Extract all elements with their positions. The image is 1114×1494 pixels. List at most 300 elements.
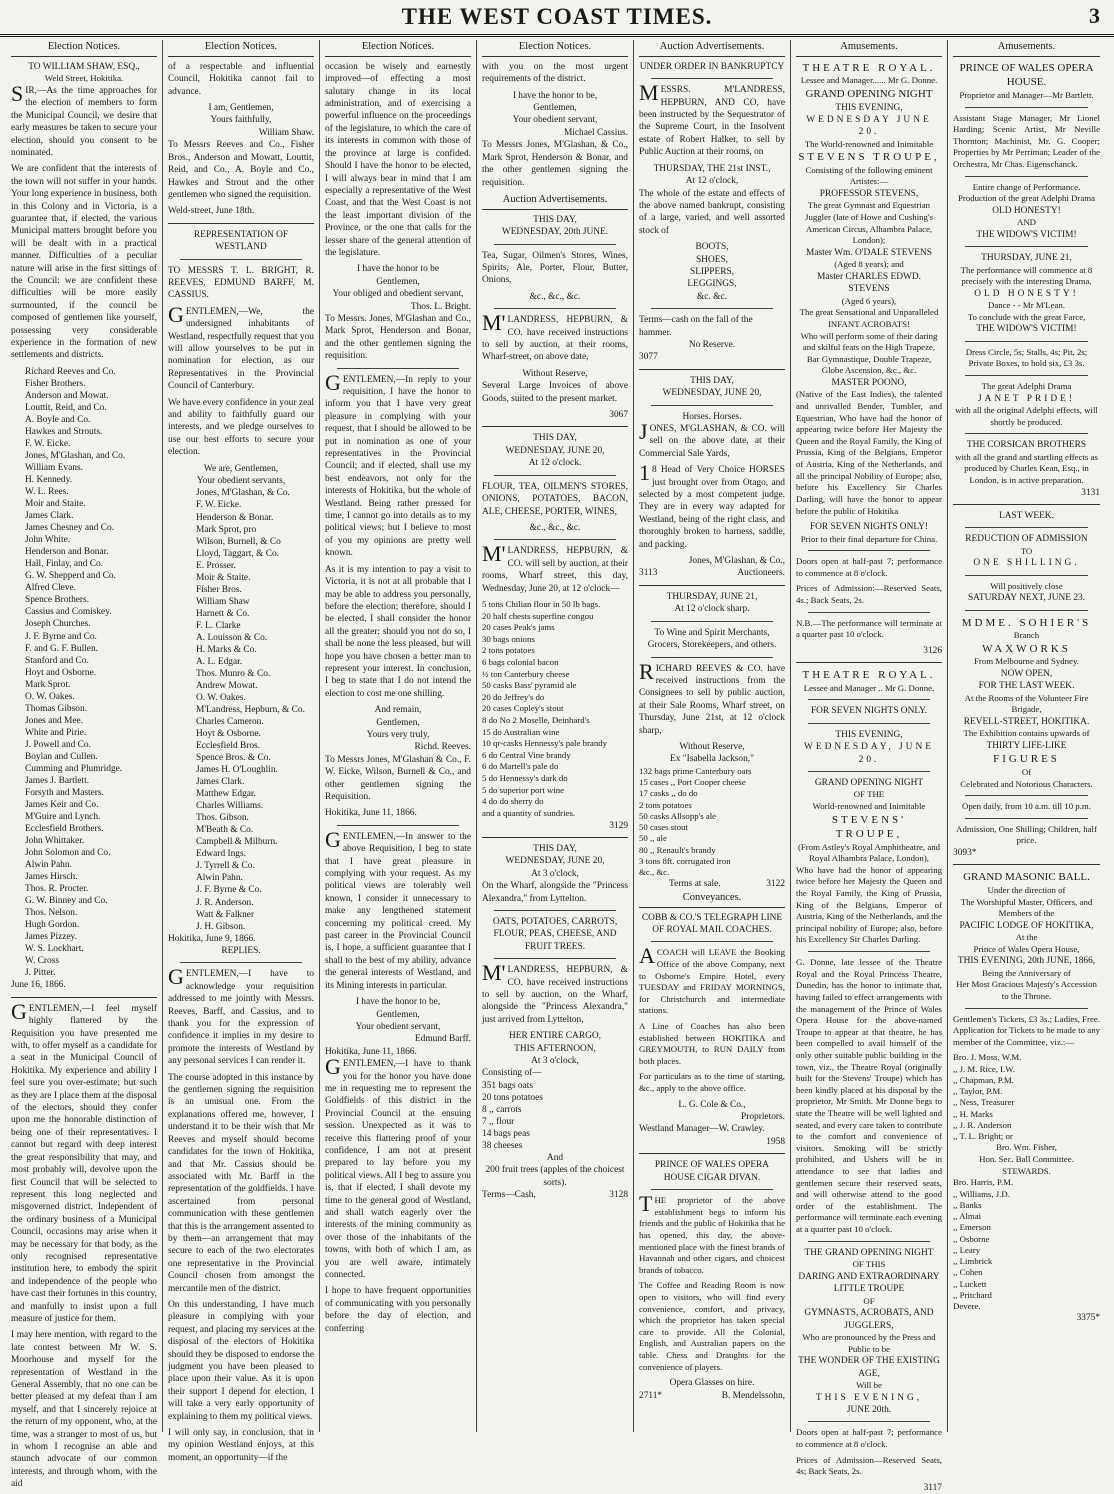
auction-terms: Terms at sale. (669, 879, 721, 890)
divider (651, 621, 773, 622)
reply-text: GENTLEMEN,—In answer to the above Requisition, I beg to state that I have great pleasure in complying with your request. As my political views are tolerably well known, I consider it unnecessary to make any lengthened statement concerning my political creed. My past career in the Provincial Council is, I hope, a sufficient guarantee that I shall to the best of my ability, advance the general interests of Westland, and its Mining interests in particular. (325, 826, 471, 991)
column-heading: Amusements. (953, 40, 1100, 57)
signature: William Shaw. (258, 127, 314, 138)
list-item: Spence Brothers. (25, 595, 90, 606)
list-item: 2 tons potatoes (639, 799, 692, 810)
of-this: OF THIS (852, 1259, 886, 1270)
divider (965, 246, 1088, 247)
list-item: Ecclesfield Brothers. (25, 824, 104, 834)
list-item: Hall, Finlay, and Co. (25, 559, 104, 570)
closing: Gentlemen, (533, 103, 577, 114)
list-item: 6 bags colonial bacon (482, 656, 559, 667)
column-5 (634, 40, 791, 1432)
list-item: 6 do Martell's pale do (482, 761, 559, 772)
cigar-text-2: The Coffee and Reading Room is now open to visitors, who will find every convenience, comfort, and privacy, which the proprietor has taken special care to provide. All the Colonial, English, and Australian papers on the table. Chess and Draughts for the convenience of players. (639, 1280, 785, 1372)
list-item: A. Boyle and Co. (25, 414, 91, 425)
list-item: ½ ton Canterbury cheese (482, 668, 570, 679)
list-item: John Whittaker. (25, 836, 85, 847)
divider (639, 1153, 785, 1154)
play-title: OLD HONESTY! (992, 205, 1061, 216)
acrobats-desc: Who will perform some of their daring and skilful feats on the High Trapeze, Bar Gymnastique, Double Trapeze, Globe Ascension, &c., &c. (800, 330, 938, 376)
list-item: M'Guire and Lynch. (25, 811, 101, 822)
list-item: 4 do do sherry do (482, 796, 544, 807)
list-item: Mark Sprot, pro (196, 524, 257, 535)
list-item: BOOTS, (695, 242, 729, 253)
list-item: A. Louisson & Co. (196, 632, 268, 643)
list-item: Spence Bros. & Co. (196, 753, 271, 764)
auction-time: At 3 o'clock, (531, 868, 579, 879)
divider (965, 107, 1088, 108)
list-item: &c., &c. (639, 867, 670, 878)
auction-text: M'LANDRESS, HEPBURN, & CO. will sell by auction, at their rooms, Wharf street, this day, Wednesday, June 20, at 12 o'clock— (482, 541, 628, 594)
waxworks-owner: MDME. SOHIER'S (961, 616, 1092, 629)
divider (337, 825, 459, 826)
ad-number: 1958 (766, 1136, 785, 1147)
list-item: SLIPPERS, (689, 266, 735, 277)
list-item: 80 ,, Renault's brandy (639, 844, 716, 855)
auction-time: At 12 o'clock. (528, 458, 582, 469)
list-item: 30 bags onions (482, 633, 535, 644)
auction-terms-line (639, 878, 785, 890)
signature: Jones, M'Glashan, & Co., (688, 556, 785, 567)
auction-time: At 12 o'clock sharp. (674, 604, 750, 615)
signature-line (639, 567, 785, 579)
list-item: ,, Chapman, P.M. (953, 1074, 1014, 1085)
auction-afternoon: THIS AFTERNOON, (514, 1043, 596, 1054)
list-item: Charles Williams. (196, 801, 264, 812)
list-item: Fisher Bros. (196, 584, 242, 595)
artiste-name: Master CHARLES EDWD. STEVENS (817, 271, 921, 295)
list-item: J. Pitter. (25, 968, 56, 979)
street: REVELL-STREET, HOKITIKA. (963, 717, 1090, 728)
auction-text: M'LANDRESS, HEPBURN, & CO. have received instructions to sell by auction, on the Wharf, alongside the "Princess Alexandra," just arrived from Lyttelton, (482, 960, 628, 1025)
thirty-figures: THIRTY LIFE-LIKE (986, 741, 1067, 752)
signature-line (639, 1390, 785, 1402)
signatory-list (168, 487, 314, 932)
upcoming-intro: The great Adelphi Drama (981, 381, 1072, 392)
list-item: 38 cheeses (482, 1140, 523, 1151)
auction-items: Tea, Sugar, Oilmen's Stores, Wines, Spirits, Ale, Porter, Flour, Butter, Onions, (482, 250, 628, 286)
admission: Admission, One Shilling; Children, half price. (956, 823, 1097, 846)
secretary: Bro. Wm. Fisher, (996, 1142, 1057, 1153)
list-item: ,, Osborne (953, 1233, 990, 1244)
conclude: To conclude with the great Farce, (967, 311, 1086, 322)
ad-number: 3117 (923, 1482, 942, 1493)
list-item: 14 bags peas (482, 1128, 530, 1139)
list-item: ,, Williams, J.D. (953, 1188, 1010, 1199)
auction-audience: To Wine and Spirit Merchants, Grocers, Storekeepers, and others. (647, 627, 777, 651)
dateline: Hokitika, June 11, 1866. (325, 1046, 417, 1057)
bankruptcy-heading: UNDER ORDER IN BANKRUPTCY (639, 61, 785, 72)
list-item: 5 do Hennessy's dark do (482, 773, 568, 784)
ball-date: THIS EVENING, 20th JUNE, 1866, (957, 956, 1096, 967)
list-item: F. W. Eicke. (25, 439, 71, 449)
application: Application for Tickets to be made to any member of the Committee, viz.:— (953, 1025, 1100, 1047)
list-item: ,, Limbrick (953, 1256, 993, 1267)
staff-credits: Assistant Stage Manager, Mr Lionel Harding; Scenic Artist, Mr Neville Thornton; Machinist, Mr. G. Cooper; Properties by Mr Perriman; Leader of the Orchestra, Mr Chas. Eigenschanck. (953, 112, 1100, 169)
column-2 (163, 40, 320, 1463)
list-item: Thos. Nelson. (25, 908, 78, 919)
artiste-name: MASTER POONO, (831, 378, 907, 388)
addressees: To Messrs Reeves and Co., Fisher Bros., Anderson and Mowatt, Louttit, Reid, and Co., A. Boyle and Co., Hawkes and Strout and the other gentlemen who signed the requisition. (168, 140, 314, 200)
reply-text-2: I may here mention, with regard to the late contest between Mr W. S. Moorhouse and myself for the representation of Westland in the General Assembly, that no one can be better pleased at my defeat than I am myself, and that I sincerely rejoice at the return of my opponent, who, at the time, was a stranger to most of us, but in whom I recognise an able and staunch advocate of our common interests, and through whom, with the aid (11, 1330, 157, 1490)
divider (639, 585, 785, 586)
auction-etc: &c., &c., &c. (529, 522, 581, 533)
ball-members: Members of the (998, 908, 1055, 919)
donne-notice: G. Donne, late lessee of the Theatre Royal and the Royal Princess Theatre, Dunedin, has the honor to intimate that, having failed to effect arrangements with the management of the Prince of Wales Opera House for the above-named Troupe to appear at that theatre, he has been compelled to avail himself of the only other suitable public building in the town, viz., the Theatre Royal (originally built for the Stevens' Troupe) which has been kindly placed at his disposal by the proprietor, Mr Smith. Mr Donne begs to state the Theatre will be well lighted and seated, and every care taken to contribute to the comfort and convenience of visitors. Smoking will be strictly prohibited, and Ushers will be in attendance to see that ladies and gentlemen secure their reserved seats, and will otherwise attend to the good order of the establishment. The performance will terminate each evening at a quarter past 10 o'clock. (796, 957, 942, 1235)
auction-trees: 200 fruit trees (apples of the choicest sorts). (485, 1165, 625, 1188)
list-item: G. W. Shepperd and Co. (25, 571, 116, 582)
horses-text: 18 Head of Very Choice HORSES just brought over from Otago, and selected by a most competent judge. They are in every way adapted for Westland, being of the right class, and thoroughly broken to harness, saddle, and packing. (639, 460, 785, 550)
ad-number: 3126 (923, 645, 942, 656)
of: OF (863, 1295, 875, 1306)
waxworks-title: WAXWORKS (982, 642, 1071, 655)
list-item: 8 do No 2 Moselle, Deinhard's (482, 715, 590, 726)
auction-day: THIS DAY, (533, 214, 577, 225)
divider (651, 941, 773, 942)
reply-text: GENTLEMEN,—In reply to your requisition, I have the honor to inform you that I have very great pleasure in complying with your request, that I should be allowed to be put in nomination as one of your representatives in the Provincial Council; and if elected, shall use my best endeavors, not only for the interests of Hokitika, but the whole of Westland. Being rather pressed for time, I cannot go into details as to my political views; but I believe to most of you my opinions are pretty well known. (325, 369, 471, 559)
list-item: James Keir and Co. (25, 799, 99, 810)
list-item: 5 tons Chilian flour in 50 lb bags. (482, 598, 601, 609)
manager: Westland Manager—W. Crawley. (639, 1124, 765, 1135)
divider (808, 951, 930, 952)
ad-number: 2711* (639, 1390, 663, 1401)
column-6 (791, 40, 948, 1493)
closing: Yours very truly, (366, 729, 430, 740)
list-item: Alwin Pahn. (196, 873, 243, 884)
performance-note: The performance will commence at 8 precisely with the interesting Drama, (960, 264, 1093, 287)
list-item: 20 cases Copley's stout (482, 703, 564, 714)
list-item: Devere. (953, 1301, 981, 1312)
artiste-desc: The great Gymnast and Equestrian Juggler (late of Howe and Cushing's American Circus, Alhambra Palace, London); (805, 200, 933, 246)
list-item: ,, H. Marks (953, 1108, 993, 1119)
opera-glasses: Opera Glasses on hire. (669, 1378, 755, 1389)
reply-text: As it is my intention to pay a visit to Victoria, it is not at all probable that I may be able to address you personally, before the election; therefore, should I be elected, I shall consider the honor all the greater; should you not do so, I shall be none the less pleased, but will hope you have chosen a better man to represent your interest. In conclusion, I beg to state that I do not intend the election to cost me one shilling. (325, 564, 471, 699)
list-item: Boylan and Cullen. (25, 751, 98, 762)
venue: Prince of Wales Opera House, (973, 943, 1080, 954)
upcoming-note: with all the grand and startling effects as produced by Charles Kean, Esq., in London, is in active preparation. (955, 451, 1098, 485)
ball-master: The Worshipful Master, Officers, and (960, 896, 1093, 907)
list-item: Edward Ings. (196, 849, 246, 860)
coach-text-3: For particulars as to the time of starting, &c., apply to the above office. (639, 1071, 785, 1094)
list-item: SHOES, (695, 254, 729, 265)
list-item: Forsyth and Masters. (25, 787, 104, 798)
tagline: The World-renowned and Inimitable (804, 138, 934, 149)
ad-number: 3093* (953, 848, 977, 859)
season-length: FOR SEVEN NIGHTS ONLY! (809, 522, 929, 533)
play-title: THE WIDOW'S VICTIM! (976, 324, 1077, 335)
stock-list (639, 241, 785, 303)
proprietor: Proprietor and Manager—Mr Bartlett. (959, 89, 1094, 100)
troupe-honor: Who have had the honor of appearing twice before her Majesty the Queen and the Royal Family, the King of Prussia, King of the Belgians, Emperor of Austria, King of the Netherlands, and the principal nobility of Europe; also, before his Excellency Sir Charles Darling. (796, 864, 942, 945)
auction-day: THIS DAY, (690, 375, 734, 386)
divider (808, 550, 930, 551)
divider (651, 78, 773, 79)
list-item: Henderson and Bonar. (25, 547, 109, 558)
divider (11, 997, 157, 998)
divider (494, 244, 616, 245)
prices: Prices of Admission:—Reserved Seats, 4s.; Back Seats, 2s. (796, 583, 942, 605)
theatre-manager: Lessee and Manager...... Mr G. Donne. (800, 75, 938, 86)
closing: I have the honor to be (356, 264, 439, 275)
artiste-age: (Aged 6 years), (841, 295, 897, 306)
divider (639, 369, 785, 370)
divider (953, 504, 1100, 505)
last-week: LAST WEEK. (999, 510, 1054, 521)
list-item: William Shaw (196, 596, 250, 607)
list-item: LEGGINGS, (687, 279, 737, 290)
change-notice: Entire change of Performance. (972, 181, 1081, 192)
column-heading: Amusements. (796, 40, 942, 57)
list-item: James Clark. (196, 777, 245, 788)
closing: Your obedient servants, (196, 476, 286, 487)
divider (965, 527, 1088, 528)
divider (808, 723, 930, 724)
column-heading: Election Notices. (325, 40, 471, 57)
list-item: Charles Cameron. (196, 717, 264, 728)
close-date: SATURDAY NEXT, JUNE 23. (967, 593, 1086, 604)
this-evening: THIS EVENING, (835, 729, 903, 740)
list-item: Matthew Edgar. (196, 789, 256, 800)
play-title: JANET PRIDE! (977, 393, 1076, 404)
auction-text: M'LANDRESS, HEPBURN, & CO. have received instructions to sell by auction, at their rooms, Wharf-street, on above date, (482, 310, 628, 363)
divider (965, 375, 1088, 376)
list-item: J. F. Byrne and Co. (25, 631, 97, 642)
list-item: Jones and Mee. (25, 715, 84, 726)
auction-invoice: Several Large Invoices of above Goods, suited to the present market. (482, 381, 628, 404)
theatre-name: PRINCE OF WALES OPERA HOUSE. (959, 61, 1094, 89)
divider (651, 1189, 773, 1190)
divider (965, 433, 1088, 434)
list-item: John White. (25, 535, 71, 546)
divider (808, 699, 930, 700)
divider (651, 308, 773, 309)
list-item: 7 ,, flour (482, 1116, 515, 1127)
list-item: Lloyd, Taggart, & Co. (196, 548, 280, 559)
list-item: 20 tons potatoes (482, 1092, 543, 1103)
auction-terms (482, 1189, 628, 1201)
lot-list (639, 766, 785, 879)
list-item: G. W. Binney and Co. (25, 896, 108, 907)
tickets: Gentlemen's Tickets, £3 3s.; Ladies, Free. (953, 1013, 1100, 1024)
list-item: Henderson & Bonar. (196, 512, 274, 523)
auction-text: JONES, M'GLASHAN, & CO. will sell on the above date, at their Commercial Sale Yards, (639, 419, 785, 459)
list-item: 20 half chests superfine congou (482, 610, 594, 621)
divider (482, 426, 628, 427)
divider (965, 1008, 1088, 1009)
auction-date: WEDNESDAY, JUNE 20, (505, 445, 605, 456)
opening-night: GRAND OPENING NIGHT (814, 777, 924, 788)
ad-number: 3122 (766, 879, 785, 890)
auction-items: The whole of the estate and effects of the above named bankrupt, consisting of a large, varied, and well assorted stock of (639, 188, 785, 236)
list-item: Joseph Churches. (25, 619, 91, 630)
auctioneers: Auctioneers. (737, 568, 785, 579)
list-item: Thos. Munro & Co. (196, 668, 271, 679)
columns (6, 40, 1108, 1493)
signature: Richd. Reeves. (414, 742, 471, 753)
closing: Gentlemen, (376, 276, 420, 287)
list-item: Campbell & Milburn. (196, 837, 278, 848)
divider (337, 368, 459, 369)
requisition-text-2: We have every confidence in your zeal and ability to faithfully guard our interests, and we pledge ourselves to use our best efforts to secure your election. (168, 397, 314, 458)
list-item: 351 bags oats (482, 1080, 534, 1091)
list-item: 50 cases stout (639, 822, 688, 833)
list-item: Thos. Gibson. (196, 813, 249, 824)
list-item: James Chesney and Co. (25, 523, 115, 534)
list-item: James H. O'Loughlin. (196, 765, 278, 776)
column-heading: Election Notices. (168, 40, 314, 57)
list-item: J. R. Anderson. (196, 897, 254, 908)
divider (808, 612, 930, 613)
dateline: Hokitika, June 11, 1866. (325, 808, 417, 819)
list-item: John Solomon and Co. (25, 848, 111, 859)
list-item: ,, J. R. Anderson (953, 1119, 1012, 1130)
list-item: ,, Taylor, P.M. (953, 1086, 1003, 1097)
reply-text: I hope to have frequent opportunities of communicating with you personally before the day of election, and conferring (325, 1286, 471, 1334)
departure-note: Prior to their final departure for China. (800, 533, 938, 544)
pronounced: Who are pronounced by the Press and Public to be (802, 1331, 936, 1354)
addressees: To Messrs Jones, M'Glashan, & Co., Mark Sprot, Henderson & Bonar, and the other gentlemen signing the requisition. (482, 140, 628, 188)
reply-continuation: occasion be wisely and earnestly improved—of effecting a most salutary change in its local administration, and of exercising a powerful influence on the proceedings of the legislature, to which the care of its interests in common with those of the province at large is confided. Should I have the honor to be elected, I will always bear in mind that I am especially a representative of the West Coast, and that the West Coast is not the least important division of the Province, or the one that calls for the lesser share of the general attention of the legislature. (325, 61, 471, 258)
dateline: Weld-street, June 18th. (168, 206, 255, 217)
requisition-date: June 16, 1866. (11, 980, 66, 991)
list-item: Thos. R. Procter. (25, 884, 89, 895)
prices: Prices of Admission—Reserved Seats, 4s; Back Seats, 2s. (796, 1454, 942, 1477)
closing: We are, Gentlemen, (203, 463, 279, 474)
addressees: To Messrs Jones, M'Glashan & Co., F. W. Eicke, Wilson, Burnell & Co., and other gentlemen signing the Requisition. (325, 754, 471, 803)
list-item: 132 bags prime Canterbury oats (639, 765, 752, 776)
list-item: Mark Sprot. (25, 679, 71, 690)
auction-items: OATS, POTATOES, CARROTS, FLOUR, PEAS, CHEESE, AND FRUIT TREES. (492, 916, 618, 952)
list-item: William Evans. (25, 463, 83, 474)
divider (953, 864, 1100, 865)
committee-list (953, 1052, 1100, 1142)
ad-number: 3077 (639, 352, 658, 363)
list-item: Andrew Mowat. (196, 680, 258, 691)
proprietors: Proprietors. (740, 1112, 785, 1123)
artiste-name: PROFESSOR STEVENS, (819, 189, 919, 200)
closing: And remain, (374, 705, 422, 716)
now-open: NOW OPEN, (1000, 669, 1053, 680)
divider (965, 575, 1088, 576)
divider (494, 910, 616, 911)
divider (808, 1241, 930, 1242)
artiste-age: (Aged 8 years); and (834, 259, 904, 270)
reply-text: GENTLEMEN,—I feel myself highly flattered by the Requisition you have presented me with, to offer myself as a candidate for a seat in the Municipal Council of Hokitika. My experience and ability I feel sure you over-estimate; but such as they are I place them at the disposal of the electors, should they confer upon me the honorable distinction of being one of their representatives. I cannot but regard with deep interest the great responsibility that may, and most probably will, devolve upon the first Council that will be selected to represent this long neglected and misgoverned district. Independent of the ordinary business of a Municipal Council, occasions may arise when it may be necessary for that body, as the only recognised representative institution here, to embody the spirit and independence of the people who have cast their fortunes in this country, and manfully to insist upon a full measure of justice for them. (11, 998, 157, 1324)
list-item: 5 do superior port wine (482, 784, 565, 795)
list-item: James Pizzey. (25, 932, 77, 943)
divider (180, 962, 302, 963)
auction-day: THIS DAY, (533, 843, 577, 854)
reply-text: On this understanding, I have much pleasure in complying with your request, and placing my services at the disposal of the electors of Hokitika should they be disposed to endorse the judgment you have been pleased to place upon their value. As it is upon their support I depend for election, I will take a very early opportunity of explaining to them my political views. (168, 1299, 314, 1422)
list-item: O. W. Oakes. (25, 691, 75, 702)
auction-date: WEDNESDAY, 20th JUNE. (501, 227, 609, 238)
list-item: 50 ,, ale (639, 833, 667, 844)
list-item: 15 cases ,, Port Cooper cheese (639, 777, 746, 788)
address-street: Weld Street, Hokitika. (44, 73, 124, 84)
ad-number: 3113 (639, 568, 658, 579)
divider (651, 405, 773, 406)
auction-reserve: No Reserve. (688, 339, 736, 350)
one-shilling: ONE SHILLING. (973, 558, 1080, 569)
will-be: Will be (856, 1379, 882, 1390)
opening-hours: Open daily, from 10 a.m. till 10 p.m. (962, 801, 1091, 812)
list-item: Moir & Staite. (196, 572, 251, 583)
list-item: Stanford and Co. (25, 655, 89, 666)
requisition-text: SIR,—As the time approaches for the election of members to form the Municipal Council, we desire that early measures be taken to secure your election, should you consent to be nominated. (11, 80, 157, 158)
list-item: ,, Emerson (953, 1222, 991, 1233)
list-item: Ecclesfield Bros. (196, 741, 261, 752)
column-7 (948, 40, 1105, 1432)
branch: Branch (1013, 630, 1040, 641)
artiste-name: Master Wm. O'DALE STEVENS (806, 247, 932, 258)
list-item: 2 tons potatoes (482, 645, 535, 656)
list-item: 10 qr-casks Hennessy's pale brandy (482, 738, 608, 749)
doors-open: Doors open at half-past 7; performance to commence at 8 o'clock. (796, 1427, 942, 1450)
reply-text: The course adopted in this instance by the gentlemen signing the requisition is an unusual one. From the explanations offered me, however, I understand it to be their wish that Mr Reeves and myself should become candidates for the town of Hokitika, and that Mr. Cassius should be associated with Mr. Barff in the representation of the goldfields. I have ascertained from personal communication with these gentlemen that this is the arrangement assented to by them—an arrangement that may secure to each of the two electorates one representative in the Provincial Council chosen from amongst the mercantile men of the district. (168, 1072, 314, 1294)
list-item: F. L. Clarke (196, 620, 241, 631)
list-item: Moir and Staite. (25, 499, 86, 510)
page-number: 3 (1089, 3, 1100, 28)
troupe-name: STEVENS TROUPE, (798, 151, 940, 164)
list-item: 8 ,, carrots (482, 1104, 522, 1115)
closing: I am, Gentlemen, (208, 103, 274, 114)
list-item: M'Beath & Co. (196, 825, 254, 836)
list-item: J. F. Byrne & Co. (196, 885, 262, 896)
divider (168, 223, 314, 224)
newspaper-title: THE WEST COAST TIMES. (401, 4, 713, 29)
figures: FIGURES (993, 753, 1060, 766)
list-item: 3 tons 8ft. corrugated iron (639, 855, 731, 866)
list-item: ,, J. M. Rice, I.W. (953, 1063, 1015, 1074)
acrobats-heading: The great Sensational and Unparalleled INFANT ACROBATS! (799, 307, 939, 329)
auction-date: WEDNESDAY, JUNE 20, (505, 856, 605, 867)
note: N.B.—The performance will terminate at a quarter past 10 o'clock. (796, 617, 942, 640)
signature: B. Mendelssohn, (721, 1390, 785, 1401)
addressees: TO MESSRS T. L. BRIGHT, R. REEVES, EDMUND BARFF, M. CASSIUS. (168, 265, 314, 301)
list-item: Hoyt & Osborne. (196, 729, 261, 740)
divider (651, 657, 773, 658)
auction-date: THURSDAY, THE 21st INST., (653, 163, 771, 174)
closing: Gentlemen, (376, 1009, 420, 1020)
performance-date: THURSDAY, JUNE 21, (981, 253, 1072, 264)
requisition-text: GENTLEMEN,—We, the undersigned inhabitants of Westland, respectfully request that you will allow yourselves to be put in nomination for election, as our Representatives in the Provincial Council of Canterbury. (168, 301, 314, 392)
divider (180, 259, 302, 260)
divider (482, 837, 628, 838)
list-item: ,, T. L. Bright; or (953, 1131, 1013, 1142)
reply-continuation: of a respectable and influential Council, Hokitika cannot fail to advance. (168, 61, 314, 97)
section-heading: Conveyances. (639, 891, 785, 908)
lot-list (482, 599, 628, 820)
and: AND (1016, 217, 1037, 228)
lot-list (482, 1080, 628, 1152)
list-item: M'Landress, Hepburn, & Co. (196, 705, 305, 716)
list-item: James Hirsch. (25, 872, 78, 883)
list-item: Wilson, Burnell, & Co (196, 536, 281, 547)
closing: Your obedient servant, (355, 1021, 441, 1032)
reduction: REDUCTION OF ADMISSION (965, 534, 1088, 545)
divider (965, 341, 1088, 342)
divider (494, 308, 616, 309)
tagline: World-renowned and Inimitable (812, 800, 926, 811)
reply-text: GENTLEMEN,—I have to acknowledge your requisition addressed to me jointly with Messrs. Reeves, Barff, and Cassius, and to thank you for the expression of confidence it implies in my desire to promote the interests of Westland by any personal services I can render it. (168, 964, 314, 1067)
closing: Gentlemen, (376, 717, 420, 728)
terms-label: Terms—Cash, (482, 1190, 536, 1201)
exhibition-note: The Exhibition contains upwards of (963, 728, 1090, 739)
list-item: White and Pirie. (25, 727, 87, 738)
auction-ship: Ex "Isabella Jackson," (670, 754, 754, 765)
ad-number: 3067 (609, 410, 628, 421)
